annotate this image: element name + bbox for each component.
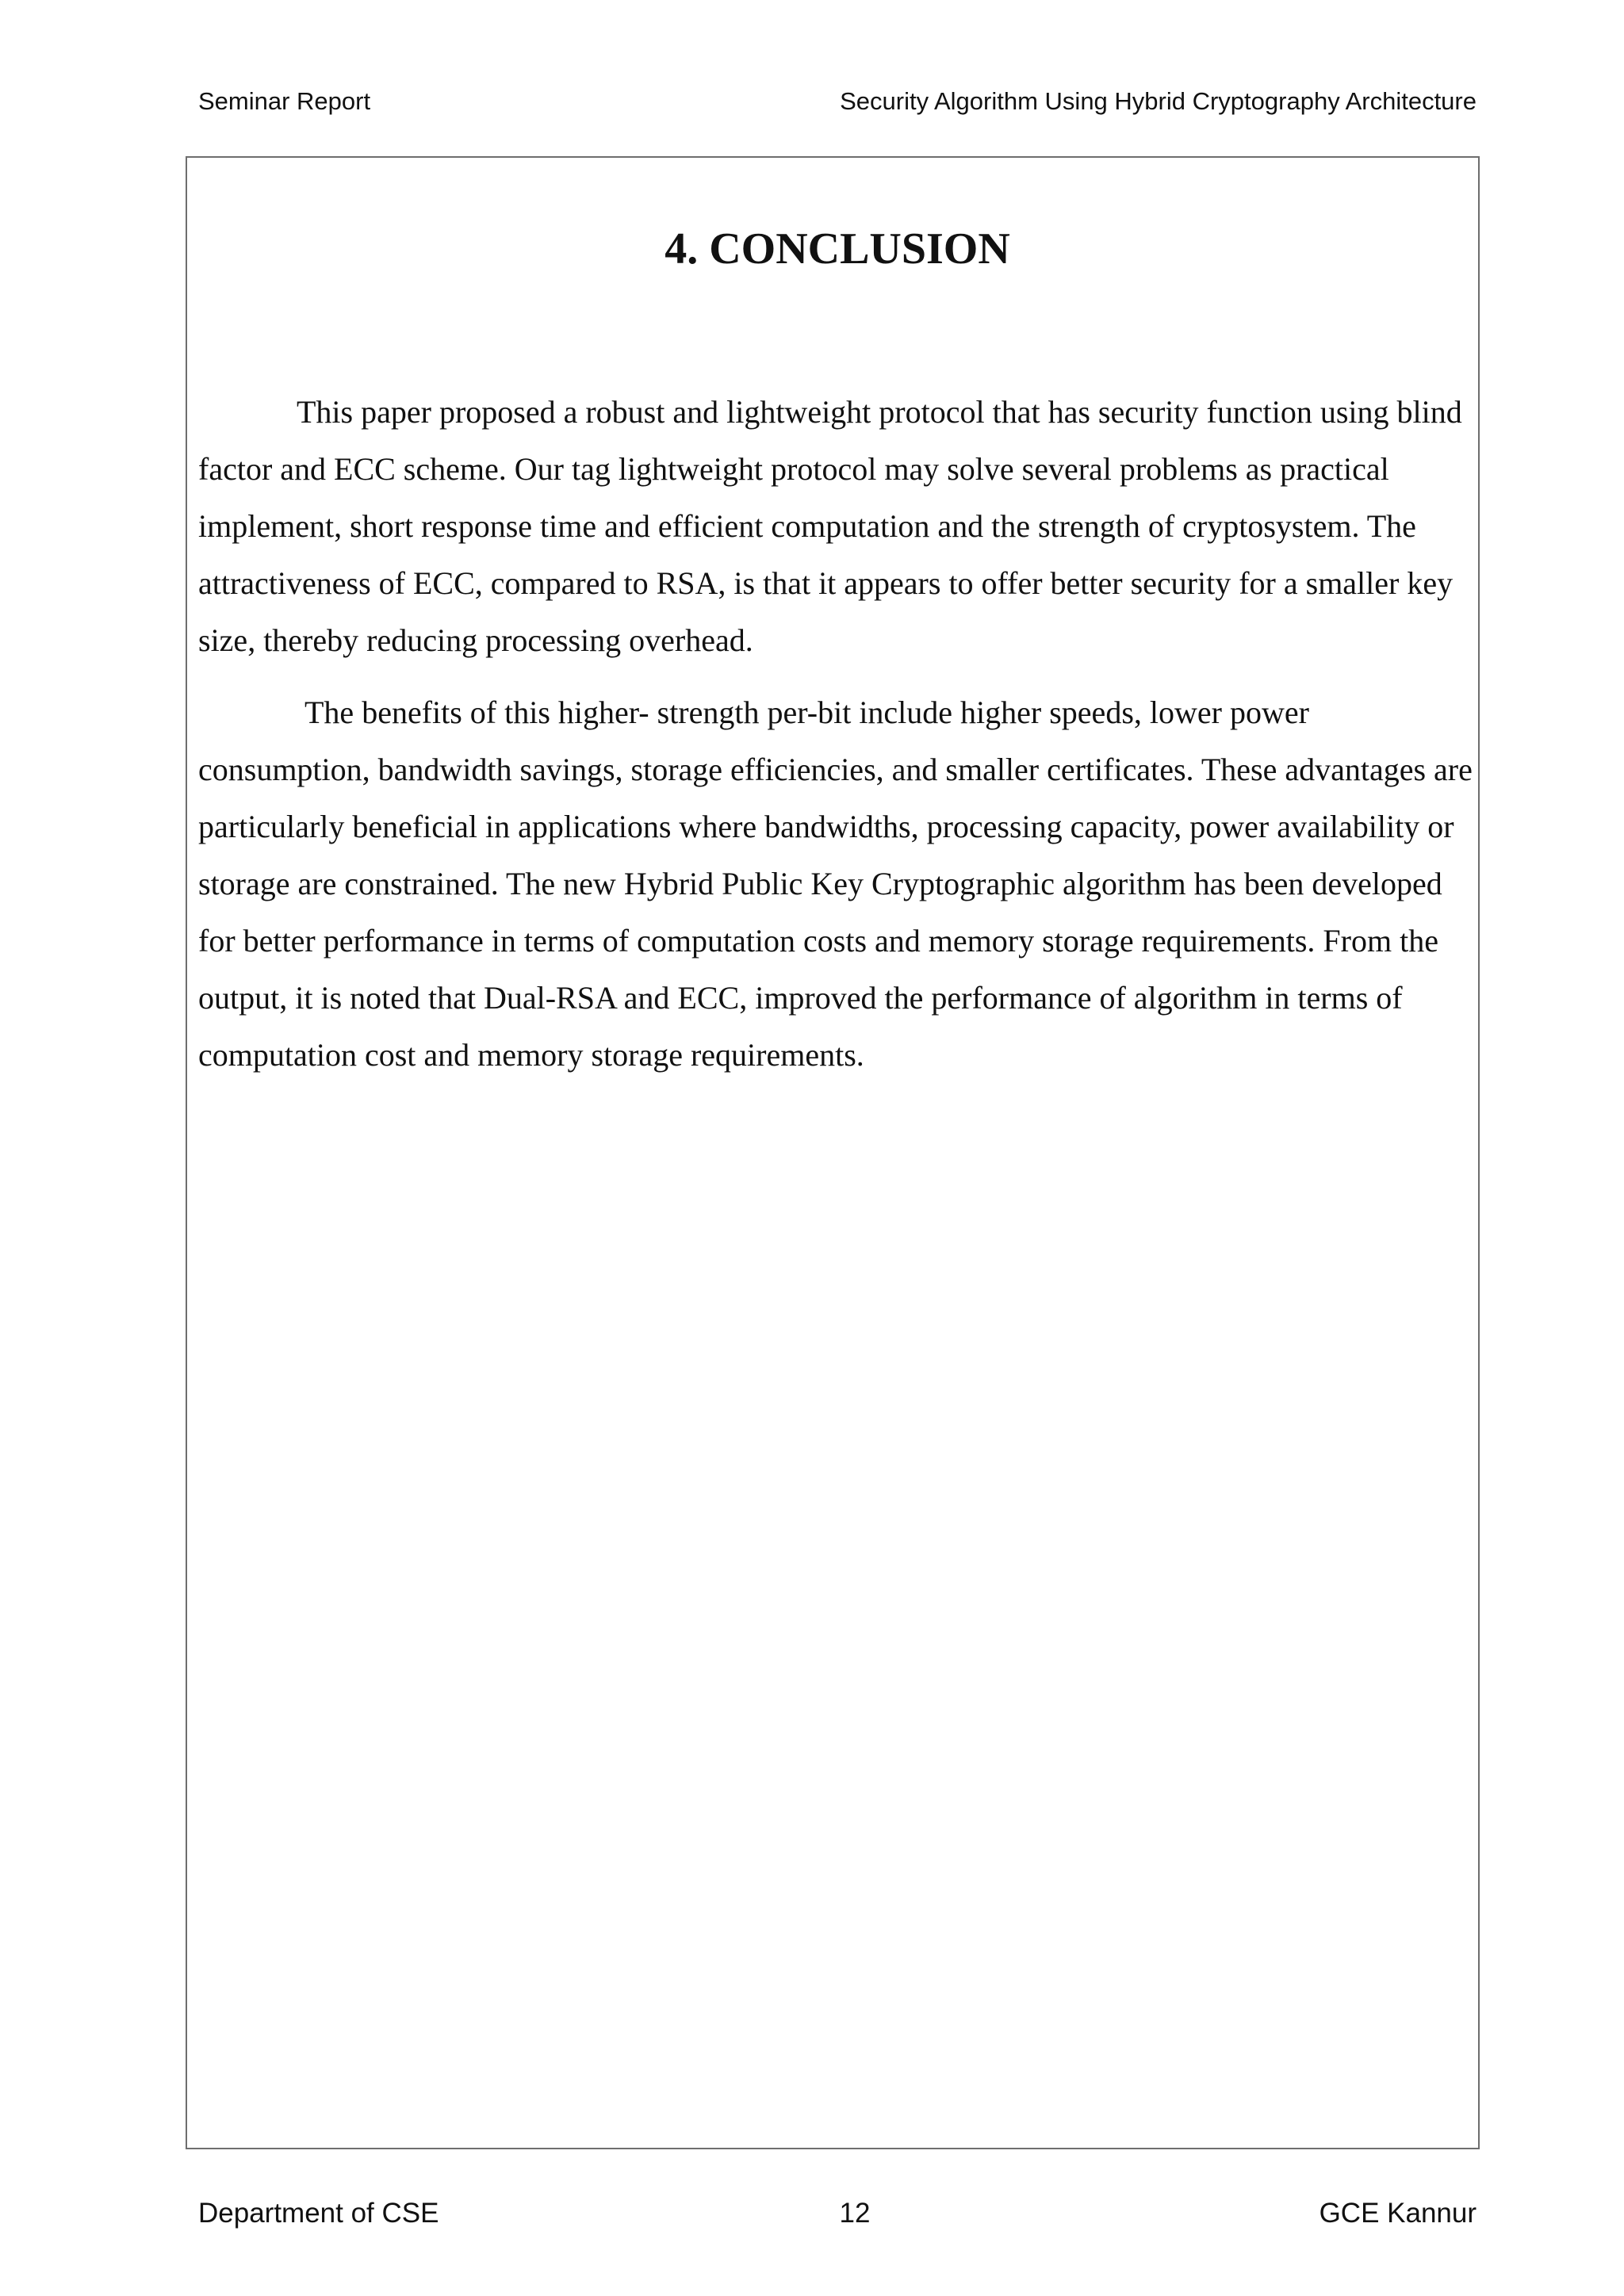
footer-department: Department of CSE (198, 2198, 439, 2229)
page-header (198, 86, 1477, 117)
conclusion-paragraph-2: The benefits of this higher- strength per-bit include higher speeds, lower power consumption, bandwidth savings, storage efficiencies, and smaller certificates. These advantages are particularly beneficial in applications where bandwidths, processing capacity, power availability or storage are constrained. The new Hybrid Public Key Cryptographic algorithm has been developed for better performance in terms of computation costs and memory storage requirements. From the output, it is noted that Dual-RSA and ECC, improved the performance of algorithm in terms of computation cost and memory storage requirements. (198, 695, 1473, 1073)
header-report-type: Seminar Report (198, 87, 371, 115)
footer-college: GCE Kannur (1319, 2198, 1477, 2229)
page-footer (198, 2196, 1477, 2231)
conclusion-paragraph-1: This paper proposed a robust and lightweight protocol that has security function using blind factor and ECC scheme. Our tag lightweight protocol may solve several problems as practical implement, short response time and efficient computation and the strength of cryptosystem. The attractiveness of ECC, compared to RSA, is that it appears to offer better security for a smaller key size, thereby reducing processing overhead. (198, 394, 1462, 658)
section-title: 4. CONCLUSION (665, 224, 1010, 274)
page-number: 12 (839, 2198, 871, 2229)
header-report-title: Security Algorithm Using Hybrid Cryptography Architecture (840, 87, 1477, 115)
